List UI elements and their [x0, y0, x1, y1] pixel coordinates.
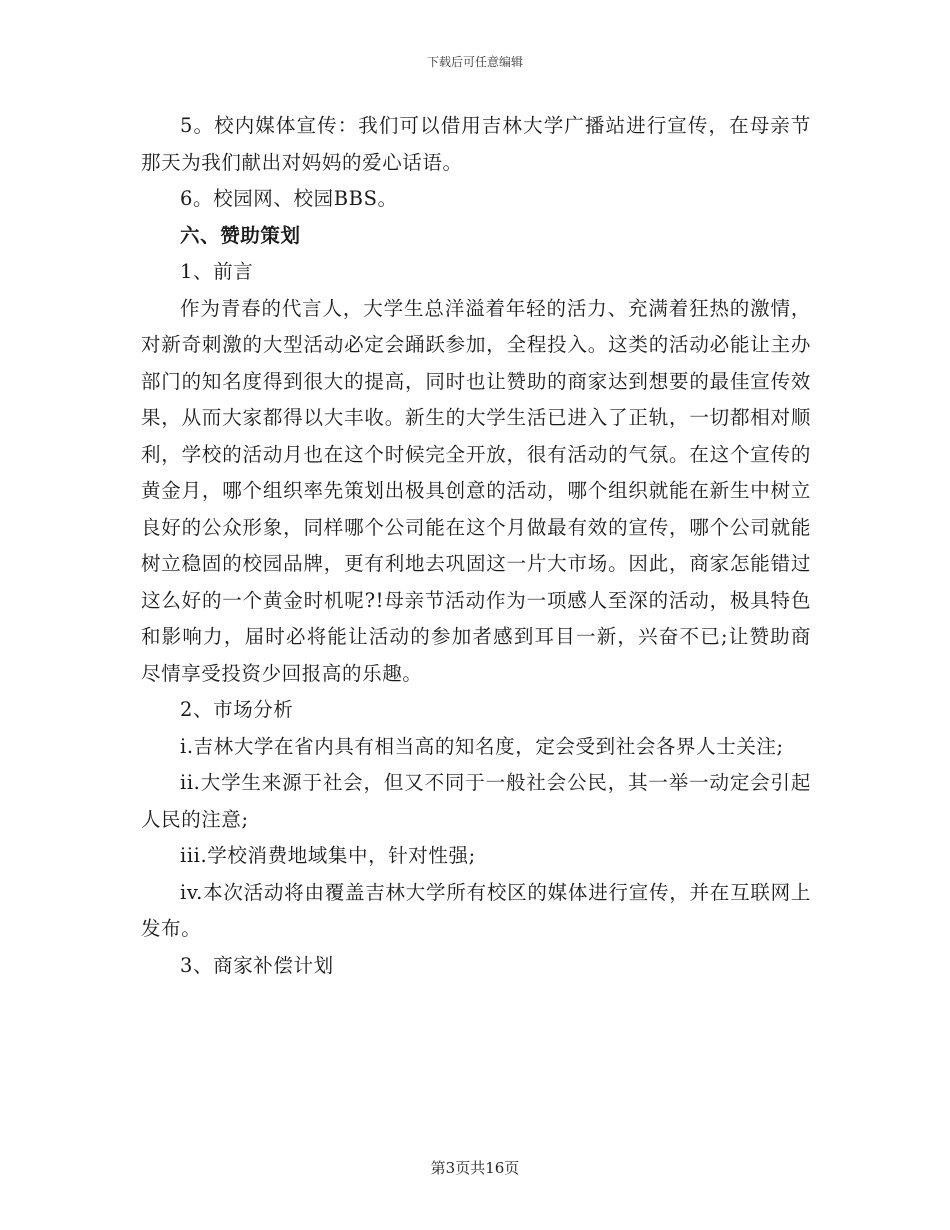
document-body [141, 108, 811, 984]
subheading-preface: 1、前言 [180, 260, 254, 283]
paragraph-campus-net: 6。校园网、校园BBS。 [180, 187, 398, 210]
list-item-market-iii: iii.学校消费地域集中，针对性强; [180, 844, 476, 867]
list-item-market-iv: iv.本次活动将由覆盖吉林大学所有校区的媒体进行宣传，并在互联网上发布。 [141, 880, 811, 940]
subheading-compensation-plan: 3、商家补偿计划 [180, 953, 334, 977]
page-footer: 第3页共16页 [430, 1159, 520, 1177]
list-item-market-i: i.吉林大学在省内具有相当高的知名度，定会受到社会各界人士关注; [180, 734, 784, 758]
section-heading-sponsorship: 六、赞助策划 [180, 223, 301, 247]
paragraph-preface-body: 作为青春的代言人，大学生总洋溢着年轻的活力、充满着狂热的激情，对新奇刺激的大型活动必定会踊跃参加，全程投入。这类的活动必能让主办部门的知名度得到很大的提高，同时也让赞助的商家达到想要的最佳宣传效果，从而大家都得以大丰收。新生的大学生活已进入了正轨，一切都相对顺利，学校的活动月也在这个时候完全开放，很有活动的气氛。在这个宣传的黄金月，哪个组织率先策划出极具创意的活动，哪个组织就能在新生中树立良好的公众形象，同样哪个公司能在这个月做最有效的宣传，哪个公司就能树立稳固的校园品牌，更有利地去巩固这一片大市场。因此，商家怎能错过这么好的一个黄金时机呢?!母亲节活动作为一项感人至深的活动，极具特色和影响力，届时必将能让活动的参加者感到耳目一新，兴奋不已;让赞助商尽情享受投资少回报高的乐趣。 [141, 296, 811, 685]
subheading-market-analysis: 2、市场分析 [180, 698, 294, 721]
page-header: 下载后可任意编辑 [426, 55, 523, 69]
paragraph-media-promotion: 5。校内媒体宣传：我们可以借用吉林大学广播站进行宣传，在母亲节那天为我们献出对妈妈的爱心话语。 [141, 114, 811, 174]
list-item-market-ii: ii.大学生来源于社会，但又不同于一般社会公民，其一举一动定会引起人民的注意; [141, 771, 811, 831]
